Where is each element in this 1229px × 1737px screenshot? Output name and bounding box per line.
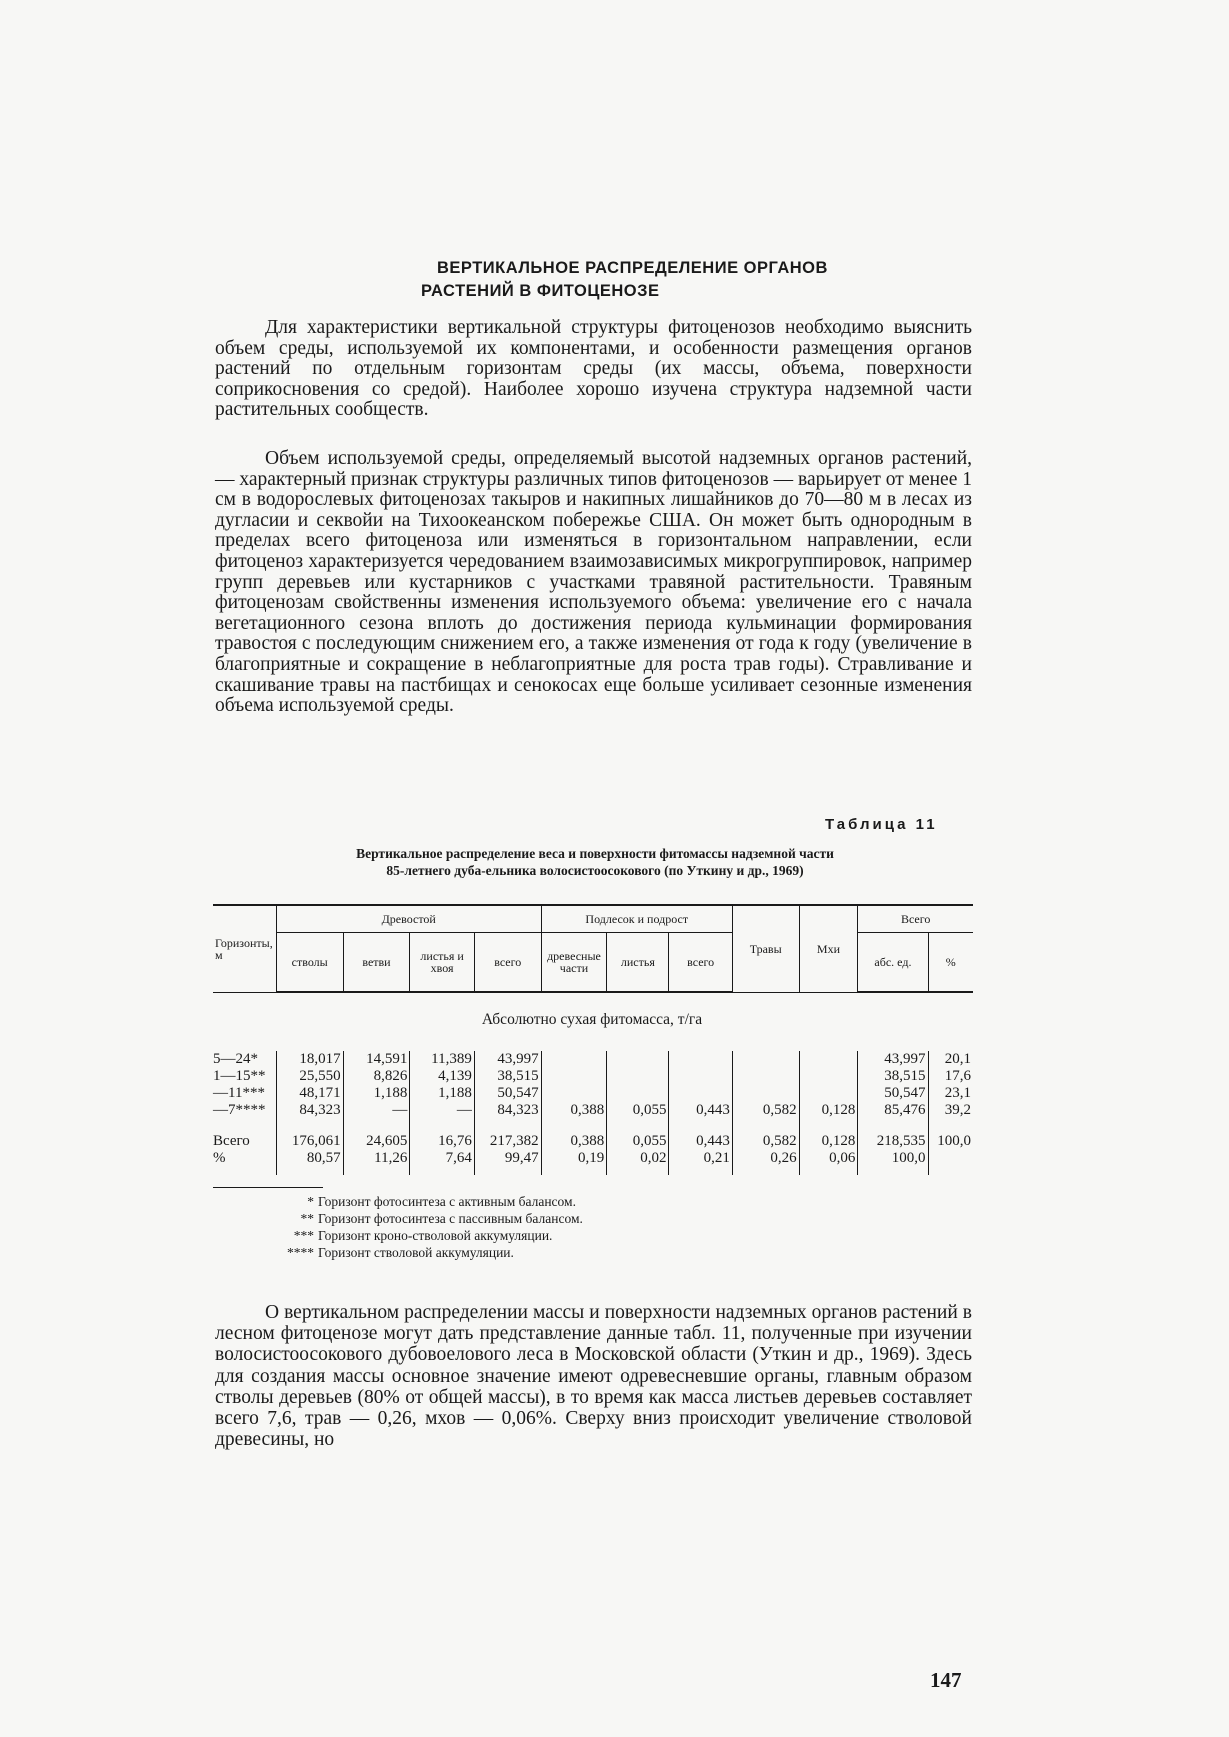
table-subheading: Абсолютно сухая фитомасса, т/га (481, 1010, 703, 1028)
header-leaves: листья (607, 933, 669, 993)
paragraph-2-text: Объем используемой среды, определяемый высотой надземных органов растений, — характерный признак структуры различных типов фитоценозов — варьирует от менее 1 см в водорослевых фитоценозах такыров и накипных лишайников до 70—80 м в лесах из дугласии и секвойи на Тихоокеанском побережье США. Он может быть однородным в пределах всего фитоценоза или изменяться в горизонтальном направлении, если фитоценоз характеризуется чередованием взаимозависимых микрогруппировок, например групп деревьев или кустарников с участками травяной растительности. Травяным фитоценозам свойственны изменения используемого объема: увеличение его с начала вегетационного сезона вплоть до достижения периода кульминации формирования травостоя с последующим снижением его, а также изменения от года к году (увеличение в благоприятные и сокращение в неблагоприятные для роста трав годы). Стравливание и скашивание травы на пастбищах и сенокосах еще больше усиливает сезонные изменения объема используемой среды. (215, 448, 972, 717)
table-caption-line-1: Вертикальное распределение веса и поверхности фитомассы надземной части (356, 846, 834, 861)
table-number: Таблица 11 (825, 816, 938, 833)
table-cell: 176,061 (276, 1133, 343, 1150)
table-cell: 8,826 (343, 1068, 410, 1085)
header-percent: % (928, 933, 973, 993)
section-heading-line-1: ВЕРТИКАЛЬНОЕ РАСПРЕДЕЛЕНИЕ ОРГАНОВ (437, 259, 828, 277)
spacer-cell (541, 1167, 607, 1175)
table-cell: 4,139 (410, 1068, 474, 1085)
row-label: 1—15** (213, 1068, 266, 1084)
table-cell: 0,443 (669, 1133, 732, 1150)
table-cell: 100,0 (928, 1133, 973, 1150)
table-cell: 0,128 (799, 1102, 858, 1119)
footnote-rule (213, 1187, 323, 1188)
table-cell: 0,19 (541, 1150, 607, 1167)
footnote (280, 1210, 583, 1227)
spacer-cell (213, 1167, 276, 1175)
table-cell (732, 1085, 799, 1102)
spacer-cell (607, 1119, 669, 1133)
table-total-row (213, 1150, 973, 1167)
table-cell (928, 1150, 973, 1167)
table-cell: 0,26 (732, 1150, 799, 1167)
table-cell: 217,382 (474, 1133, 541, 1150)
table-spacer-row (213, 1119, 973, 1133)
header-branches: ветви (343, 933, 410, 993)
table-cell: 80,57 (276, 1150, 343, 1167)
table-caption (245, 845, 945, 879)
table-caption-line-2: 85-летнего дуба-ельника волосистоосокового (по Уткину и др., 1969) (386, 863, 804, 878)
paragraph-1-text: Для характеристики вертикальной структуры фитоценозов необходимо выяснить объем среды, используемой их компонентами, и особенности размещения органов растений по отдельным горизонтам среды (их массы, объема, поверхности соприкосновения со средой). Наиболее хорошо изучена структура надземной части растительных сообществ. (215, 317, 972, 421)
table-cell (732, 1051, 799, 1068)
footnote-text: Горизонт стволовой аккумуляции. (318, 1245, 514, 1260)
table-cell: 43,997 (474, 1051, 541, 1068)
header-horizons: Горизонты, м (213, 905, 276, 992)
footnote-mark: **** (287, 1245, 314, 1260)
spacer-cell (799, 1167, 858, 1175)
header-group-stand: Древостой (276, 905, 541, 933)
paragraph-3 (215, 1302, 972, 1450)
table-cell (669, 1051, 732, 1068)
footnote-text: Горизонт кроно-стволовой аккумуляции. (318, 1228, 553, 1243)
table-cell: 43,997 (858, 1051, 928, 1068)
table-total-row (213, 1133, 973, 1150)
table-cell (607, 1068, 669, 1085)
table-cell: 84,323 (474, 1102, 541, 1119)
footnote-mark: *** (293, 1228, 314, 1243)
table-cell: 38,515 (474, 1068, 541, 1085)
table-cell (607, 1051, 669, 1068)
spacer-cell (343, 1119, 410, 1133)
table-cell (799, 1051, 858, 1068)
paragraph-1 (215, 318, 972, 421)
spacer-cell (410, 1167, 474, 1175)
spacer-cell (213, 1119, 276, 1133)
spacer-cell (732, 1167, 799, 1175)
table-cell: 0,388 (541, 1133, 607, 1150)
table-cell: 0,21 (669, 1150, 732, 1167)
section-heading-line-2: РАСТЕНИЙ В ФИТОЦЕНОЗЕ (421, 282, 660, 300)
table-cell (541, 1085, 607, 1102)
table-cell: — (410, 1102, 474, 1119)
spacer-cell (669, 1167, 732, 1175)
page-number: 147 (930, 1668, 962, 1692)
table-footnotes (280, 1193, 583, 1261)
table-cell (607, 1085, 669, 1102)
spacer-cell (343, 1167, 410, 1175)
table-subheading-row (213, 992, 973, 1051)
spacer-cell (858, 1119, 928, 1133)
table-cell: 0,443 (669, 1102, 732, 1119)
spacer-cell (276, 1167, 343, 1175)
spacer-cell (474, 1167, 541, 1175)
spacer-cell (474, 1119, 541, 1133)
header-mosses: Мхи (799, 905, 858, 992)
row-label: —11*** (213, 1085, 265, 1101)
table-cell: 50,547 (858, 1085, 928, 1102)
header-leaves-needles: листья и хвоя (410, 933, 474, 993)
table-cell: 0,06 (799, 1150, 858, 1167)
table-cell: 0,582 (732, 1102, 799, 1119)
table-cell: 48,171 (276, 1085, 343, 1102)
table-cell: 218,535 (858, 1133, 928, 1150)
table-cell: 50,547 (474, 1085, 541, 1102)
table-gap-row (213, 1167, 973, 1175)
table-cell: 100,0 (858, 1150, 928, 1167)
footnote-mark: * (307, 1194, 314, 1209)
spacer-cell (858, 1167, 928, 1175)
spacer-cell (928, 1167, 973, 1175)
spacer-cell (928, 1119, 973, 1133)
table-row (213, 1085, 973, 1102)
table-row (213, 1051, 973, 1068)
table-cell: 39,2 (928, 1102, 973, 1119)
table-cell: 16,76 (410, 1133, 474, 1150)
table-body (213, 992, 973, 1175)
header-group-total: Всего (858, 905, 973, 933)
spacer-cell (276, 1119, 343, 1133)
table-cell: 0,055 (607, 1102, 669, 1119)
row-label: 5—24* (213, 1051, 258, 1067)
table-cell: 23,1 (928, 1085, 973, 1102)
table-cell: 85,476 (858, 1102, 928, 1119)
footnote-text: Горизонт фотосинтеза с пассивным балансом. (318, 1211, 583, 1226)
table-cell: 0,582 (732, 1133, 799, 1150)
footnote (280, 1244, 583, 1261)
table-cell: 20,1 (928, 1051, 973, 1068)
header-abs-units: абс. ед. (858, 933, 928, 993)
section-heading (260, 257, 960, 303)
spacer-cell (410, 1119, 474, 1133)
header-herbs: Травы (732, 905, 799, 992)
table-cell: 11,26 (343, 1150, 410, 1167)
table-cell: 38,515 (858, 1068, 928, 1085)
table-cell: 0,02 (607, 1150, 669, 1167)
header-undergrowth-total: всего (669, 933, 732, 993)
row-label: —7**** (213, 1102, 266, 1118)
table-cell (669, 1068, 732, 1085)
spacer-cell (541, 1119, 607, 1133)
table-cell (541, 1051, 607, 1068)
phytomass-table (213, 904, 973, 1175)
table-cell: 24,605 (343, 1133, 410, 1150)
row-label: % (213, 1150, 226, 1166)
footnote (280, 1227, 583, 1244)
header-stand-total: всего (474, 933, 541, 993)
footnote-text: Горизонт фотосинтеза с активным балансом. (318, 1194, 576, 1209)
row-label: Всего (213, 1133, 250, 1149)
table-cell (799, 1068, 858, 1085)
paragraph-3-text: О вертикальном распределении массы и поверхности надземных органов растений в лесном фитоценозе могут дать представление данные табл. 11, полученные при изучении волосистоосокового дубовоелового леса в Московской области (Уткин и др., 1969). Здесь для создания массы основное значение имеют одревесневшие органы, главным образом стволы деревьев (80% от общей массы), в то время как масса листьев деревьев составляет всего 7,6, трав — 0,26, мхов — 0,06%. Сверху вниз происходит увеличение стволовой древесины, но (215, 1302, 972, 1451)
table-cell: 0,055 (607, 1133, 669, 1150)
table-cell: 84,323 (276, 1102, 343, 1119)
header-group-undergrowth: Подлесок и подрост (541, 905, 732, 933)
header-trunks: стволы (276, 933, 343, 993)
spacer-cell (607, 1167, 669, 1175)
table-cell (732, 1068, 799, 1085)
spacer-cell (732, 1119, 799, 1133)
header-woody-parts: древесные части (541, 933, 607, 993)
paragraph-2 (215, 449, 972, 717)
table-cell (541, 1068, 607, 1085)
table-cell: 14,591 (343, 1051, 410, 1068)
table-cell: 17,6 (928, 1068, 973, 1085)
table-cell: 0,128 (799, 1133, 858, 1150)
spacer-cell (799, 1119, 858, 1133)
table-cell (799, 1085, 858, 1102)
table-cell: 7,64 (410, 1150, 474, 1167)
table-cell: — (343, 1102, 410, 1119)
table-cell: 25,550 (276, 1068, 343, 1085)
table-cell: 18,017 (276, 1051, 343, 1068)
table-cell: 99,47 (474, 1150, 541, 1167)
table-cell: 1,188 (410, 1085, 474, 1102)
footnote-mark: ** (300, 1211, 314, 1226)
table-cell: 0,388 (541, 1102, 607, 1119)
table-cell: 1,188 (343, 1085, 410, 1102)
spacer-cell (669, 1119, 732, 1133)
table-row (213, 1068, 973, 1085)
table-row (213, 1102, 973, 1119)
table-cell: 11,389 (410, 1051, 474, 1068)
footnote (280, 1193, 583, 1210)
table-cell (669, 1085, 732, 1102)
